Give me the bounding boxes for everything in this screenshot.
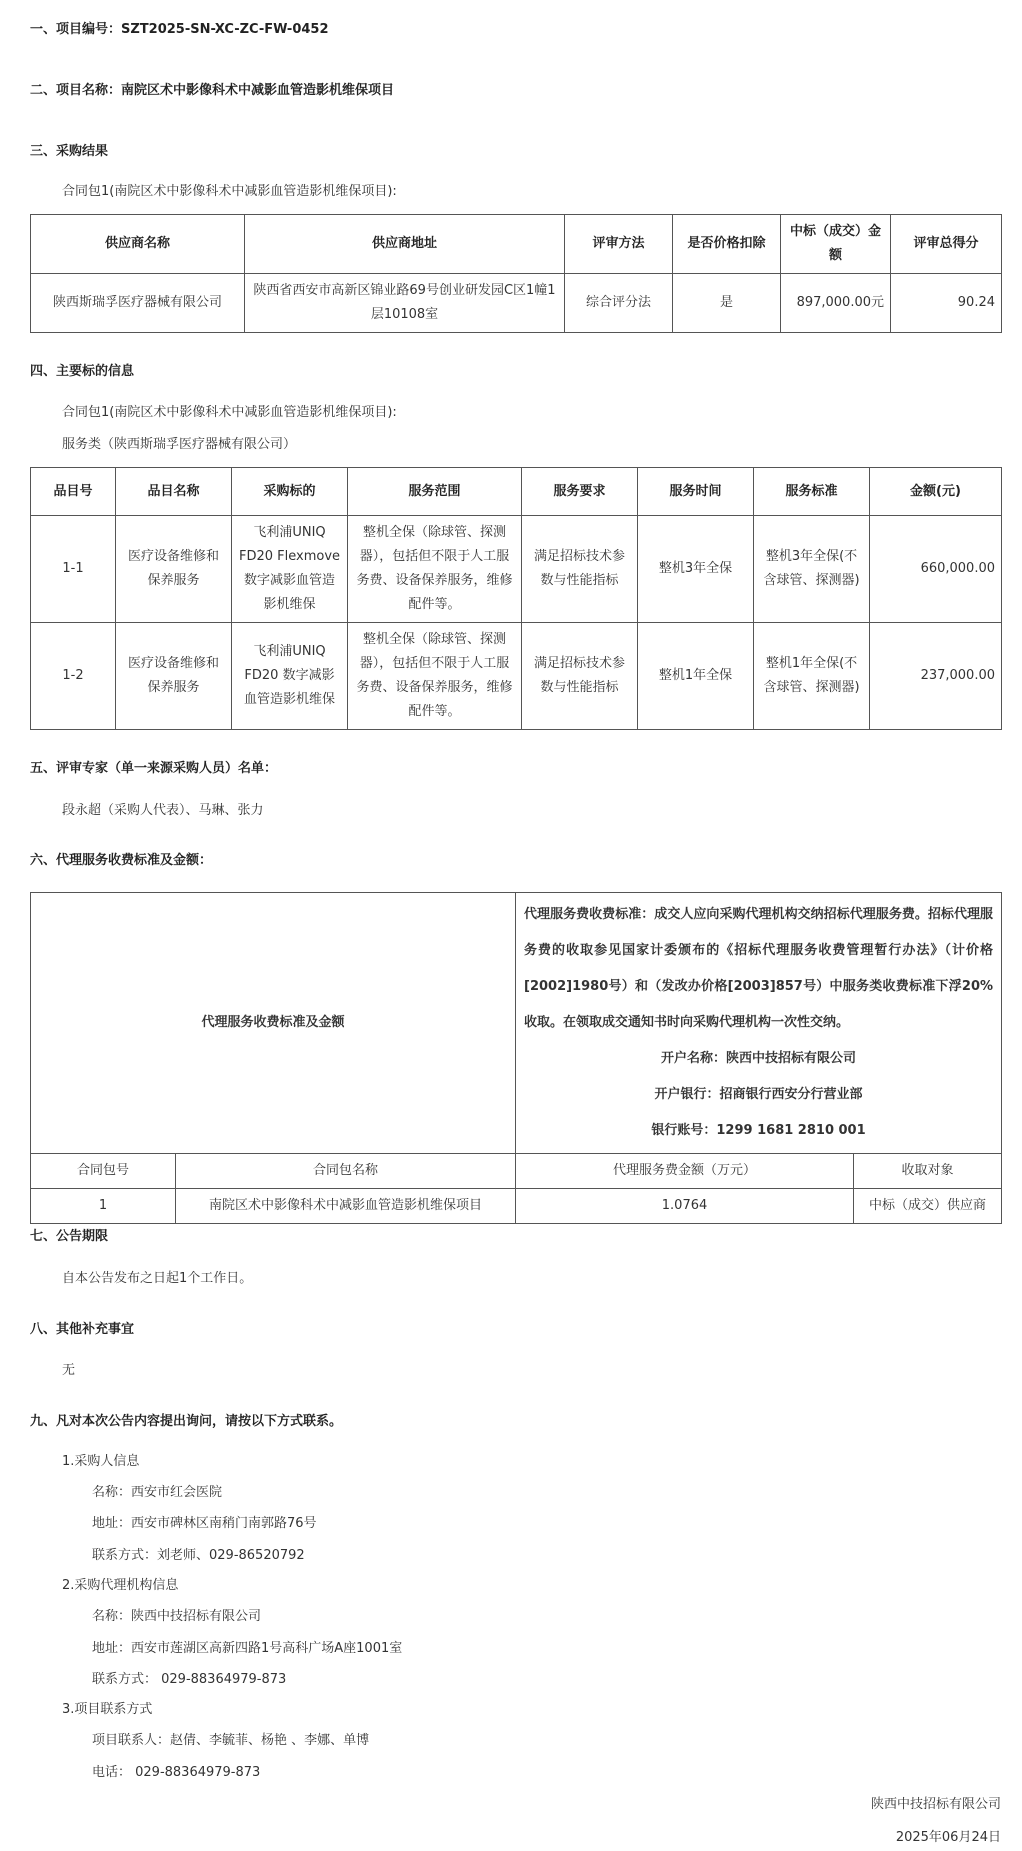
item-scope: 整机全保（除球管、探测器），包括但不限于人工服务费、设备保养服务，维修配件等。: [348, 623, 522, 730]
agency-contact: 联系方式： 029-88364979-873: [92, 1672, 287, 1687]
project-number-label: 一、项目编号：: [30, 22, 122, 37]
fee-standard-text: 代理服务费收费标准：成交人应向采购代理机构交纳招标代理服务费。招标代理服务费的收取参见国家计委颁布的《招标代理服务收费管理暂行办法》（计价格[2002]1980号）和（发改办价格[2003]857号）中服务类收费标准下浮20%收取。在领取成交通知书时向采购代理机构一次性交纳。: [524, 907, 994, 1030]
item-name: 医疗设备维修和保养服务: [116, 623, 232, 730]
agency-name: 名称：陕西中技招标有限公司: [92, 1609, 262, 1624]
item-name: 医疗设备维修和保养服务: [116, 516, 232, 623]
bank-name: 开户银行：招商银行西安分行营业部: [654, 1087, 863, 1102]
fee-standard-row: [31, 893, 1002, 1154]
project-name: [30, 79, 394, 98]
col-header: 服务标准: [754, 468, 870, 516]
section-9-title: 九、凡对本次公告内容提出询问，请按以下方式联系。: [30, 1414, 343, 1429]
table-header-row: [31, 468, 1002, 516]
table-header-row: [31, 1154, 1002, 1189]
table-row: [31, 516, 1002, 623]
agency-address: 地址：西安市莲湖区高新四路1号高科广场A座1001室: [92, 1641, 403, 1656]
item-no: 1-1: [31, 516, 116, 623]
col-header: 是否价格扣除: [673, 215, 781, 274]
purchaser-name: 名称：西安市红会医院: [92, 1485, 223, 1500]
account-number: 银行账号：1299 1681 2810 001: [651, 1123, 866, 1138]
col-header: 金额(元): [870, 468, 1002, 516]
col-header: 合同包名称: [176, 1154, 516, 1189]
s4-category-label: 服务类（陕西斯瑞孚医疗器械有限公司）: [62, 437, 297, 452]
fee-amount: 1.0764: [516, 1189, 854, 1224]
col-header: 代理服务费金额（万元）: [516, 1154, 854, 1189]
col-header: 中标（成交）金额: [781, 215, 891, 274]
experts-list: 段永超（采购人代表）、马琳、张力: [62, 803, 264, 818]
purchaser-contact: 联系方式：刘老师、029-86520792: [92, 1548, 305, 1563]
table-row: [31, 274, 1002, 333]
main-items-table: [30, 467, 1002, 730]
package-no: 1: [31, 1189, 176, 1224]
section-4-title: 四、主要标的信息: [30, 364, 135, 379]
project-name-value: 南院区术中影像科术中减影血管造影机维保项目: [121, 83, 395, 98]
table-header-row: [31, 215, 1002, 274]
item-time: 整机1年全保: [638, 623, 754, 730]
price-deduction: 是: [673, 274, 781, 333]
table-row: [31, 623, 1002, 730]
item-requirement: 满足招标技术参数与性能指标: [522, 516, 638, 623]
agency-info-title: 2.采购代理机构信息: [62, 1578, 179, 1593]
col-header: 服务范围: [348, 468, 522, 516]
col-header: 品目号: [31, 468, 116, 516]
item-scope: 整机全保（除球管、探测器），包括但不限于人工服务费、设备保养服务，维修配件等。: [348, 516, 522, 623]
s4-package-label: 合同包1(南院区术中影像科术中减影血管造影机维保项目):: [62, 405, 397, 420]
package-name: 南院区术中影像科术中减影血管造影机维保项目: [176, 1189, 516, 1224]
notice-period-text: 自本公告发布之日起1个工作日。: [62, 1271, 253, 1286]
project-contact-title: 3.项目联系方式: [62, 1702, 153, 1717]
col-header: 供应商地址: [245, 215, 565, 274]
award-amount: 897,000.00元: [781, 274, 891, 333]
project-number-value: SZT2025-SN-XC-ZC-FW-0452: [121, 22, 329, 37]
other-matters-text: 无: [62, 1363, 76, 1378]
col-header: 合同包号: [31, 1154, 176, 1189]
section-7-title: 七、公告期限: [30, 1229, 109, 1244]
procurement-result-table: [30, 214, 1002, 333]
account-name: 开户名称：陕西中技招标有限公司: [661, 1051, 857, 1066]
section-3-title: 三、采购结果: [30, 144, 109, 159]
col-header: 服务要求: [522, 468, 638, 516]
purchaser-info-title: 1.采购人信息: [62, 1454, 140, 1469]
col-header: 供应商名称: [31, 215, 245, 274]
section-5-title: 五、评审专家（单一来源采购人员）名单：: [30, 761, 278, 776]
fee-standard-detail: [516, 893, 1002, 1154]
item-standard: 整机3年全保(不含球管、探测器): [754, 516, 870, 623]
section-6-title: 六、代理服务收费标准及金额：: [30, 853, 213, 868]
project-number: [30, 18, 329, 37]
total-score: 90.24: [891, 274, 1002, 333]
supplier-address: 陕西省西安市高新区锦业路69号创业研发园C区1幢1层10108室: [245, 274, 565, 333]
item-amount: 237,000.00: [870, 623, 1002, 730]
s3-package-label: 合同包1(南院区术中影像科术中减影血管造影机维保项目):: [62, 184, 397, 199]
col-header: 采购标的: [232, 468, 348, 516]
col-header: 评审总得分: [891, 215, 1002, 274]
fee-standard-label: 代理服务收费标准及金额: [31, 893, 516, 1154]
item-requirement: 满足招标技术参数与性能指标: [522, 623, 638, 730]
col-header: 评审方法: [565, 215, 673, 274]
item-time: 整机3年全保: [638, 516, 754, 623]
fee-payer: 中标（成交）供应商: [854, 1189, 1002, 1224]
review-method: 综合评分法: [565, 274, 673, 333]
footer-date: 2025年06月24日: [895, 1830, 1001, 1845]
project-contact-people: 项目联系人：赵倩、李毓菲、杨艳 、李娜、单博: [92, 1733, 370, 1748]
col-header: 服务时间: [638, 468, 754, 516]
table-row: [31, 1189, 1002, 1224]
col-header: 品目名称: [116, 468, 232, 516]
section-8-title: 八、其他补充事宜: [30, 1322, 135, 1337]
item-standard: 整机1年全保(不含球管、探测器): [754, 623, 870, 730]
purchaser-address: 地址：西安市碑林区南稍门南郭路76号: [92, 1516, 317, 1531]
footer-company: 陕西中技招标有限公司: [870, 1797, 1001, 1812]
item-amount: 660,000.00: [870, 516, 1002, 623]
col-header: 收取对象: [854, 1154, 1002, 1189]
item-target: 飞利浦UNIQ FD20 数字减影血管造影机维保: [232, 623, 348, 730]
project-name-label: 二、项目名称：: [30, 83, 122, 98]
project-contact-phone: 电话： 029-88364979-873: [92, 1765, 261, 1780]
supplier-name: 陕西斯瑞孚医疗器械有限公司: [31, 274, 245, 333]
item-target: 飞利浦UNIQ FD20 Flexmove数字减影血管造影机维保: [232, 516, 348, 623]
item-no: 1-2: [31, 623, 116, 730]
agency-fee-table: [30, 892, 1002, 1224]
